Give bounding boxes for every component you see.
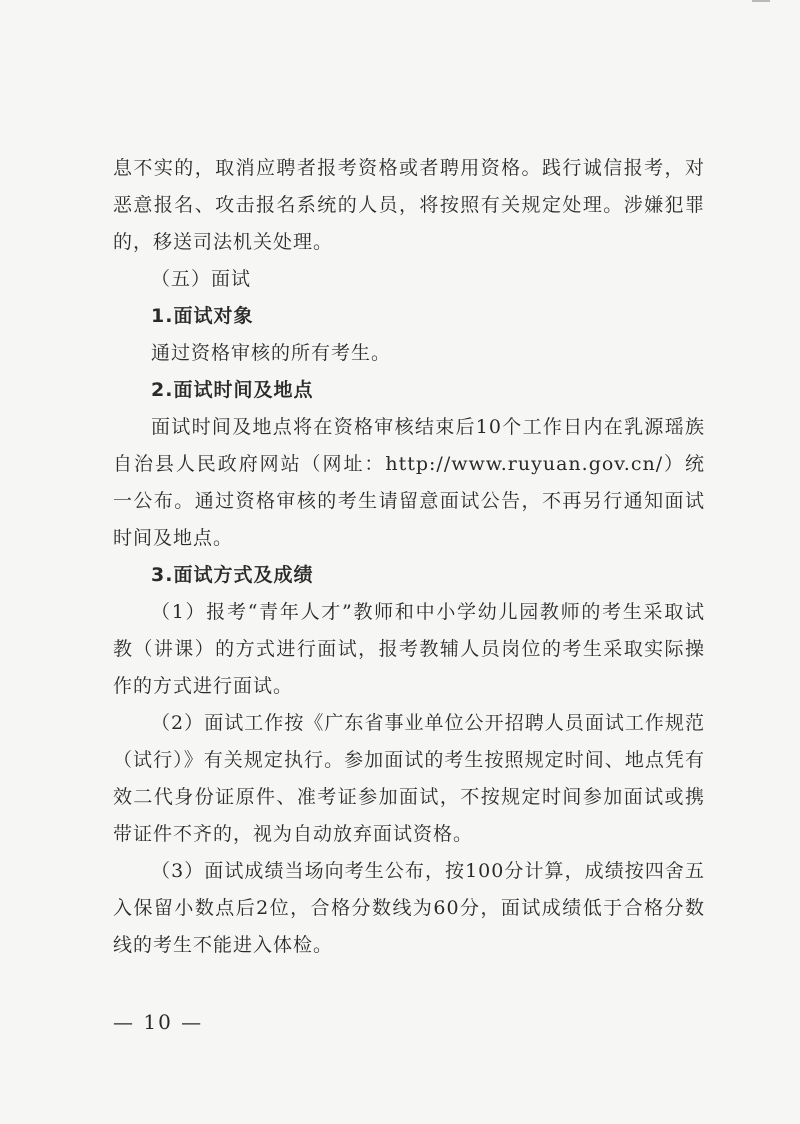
- subheading-interview-method-score: 3.面试方式及成绩: [151, 564, 314, 586]
- paragraph-intro: 息不实的，取消应聘者报考资格或者聘用资格。践行诚信报考，对恶意报名、攻击报名系统的人员，将按照有关规定处理。涉嫌犯罪的，移送司法机关处理。: [113, 157, 705, 253]
- paragraph-interview-target: 通过资格审核的所有考生。: [151, 342, 392, 364]
- paragraph-method-2: （2）面试工作按《广东省事业单位公开招聘人员面试工作规范（试行）》有关规定执行。参加面试的考生按照规定时间、地点凭有效二代身份证原件、准考证参加面试，不按规定时间参加面试或携带证件不齐的，视为自动放弃面试资格。: [113, 712, 705, 845]
- section-title-interview: （五）面试: [151, 268, 252, 290]
- document-body: [113, 150, 705, 964]
- scan-mark: [752, 0, 770, 2]
- paragraph-method-1: （1）报考“青年人才”教师和中小学幼儿园教师的考生采取试教（讲课）的方式进行面试，报考教辅人员岗位的考生采取实际操作的方式进行面试。: [113, 601, 705, 697]
- subheading-interview-time-place: 2.面试时间及地点: [151, 379, 314, 401]
- page-number: — 10 —: [113, 1010, 204, 1034]
- paragraph-interview-time-place: 面试时间及地点将在资格审核结束后10个工作日内在乳源瑶族自治县人民政府网站（网址：http://www.ruyuan.gov.cn/）统一公布。通过资格审核的考生请留意面试公告，不再另行通知面试时间及地点。: [113, 416, 705, 549]
- subheading-interview-target: 1.面试对象: [151, 305, 254, 327]
- paragraph-method-3: （3）面试成绩当场向考生公布，按100分计算，成绩按四舍五入保留小数点后2位，合格分数线为60分，面试成绩低于合格分数线的考生不能进入体检。: [113, 860, 705, 956]
